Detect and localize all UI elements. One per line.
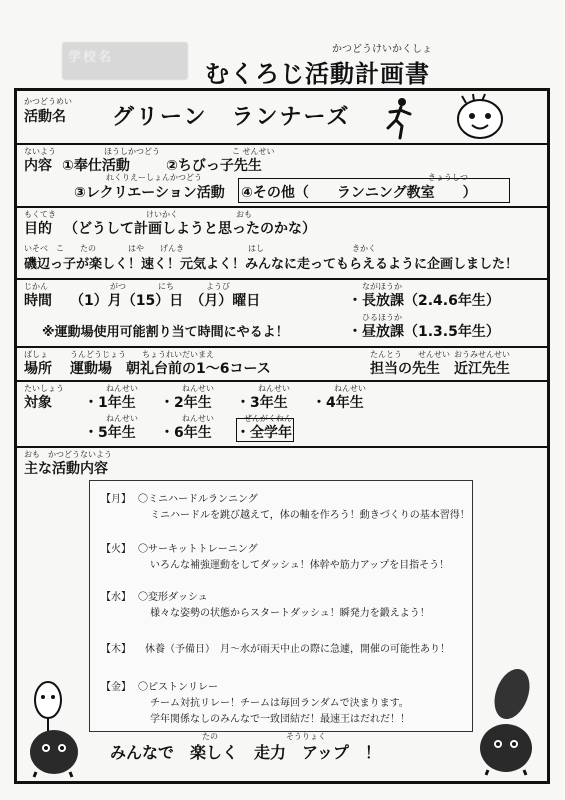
schedule-day: 【金】 [101,682,131,693]
content-option-4: ④その他（ ランニング教室 ） [241,185,477,201]
content-label: 内容 [24,158,52,174]
schedule-title: 〇サーキットトレーニング [138,544,258,555]
teacher-name: 近江先生 [454,361,510,377]
schedule-title: 休養（予備日） 月～水が雨天中止の際に急遽，開催の可能性あり！ [145,644,450,655]
mascot-face-icon [452,92,508,142]
teacher-name-ruby: おうみせんせい [454,350,510,359]
content-label-ruby: ないよう [24,147,56,156]
grade-option: ・2年生 [160,395,212,411]
place-value: 運動場 朝礼台前の1～6コース [70,361,271,377]
main-activities-label: 主な活動内容 [24,461,108,477]
activity-label-ruby: かつどうめい [24,97,72,106]
schedule-day: 【木】 [101,644,131,655]
purpose-label: 目的 [24,221,52,237]
mascot-right-icon [472,664,542,776]
content-opt4-ruby: きょうしつ [428,173,468,182]
schedule-day: 【火】 [101,544,131,555]
place-value-ruby: うんどうじょう ちょうれいだいまえ [70,350,214,359]
grade-option: ・3年生 [236,395,288,411]
mascot-left-icon [22,678,86,778]
content-option-1: ①奉仕活動 [62,158,130,174]
schedule-desc: ミニハードルを跳び越えて，体の軸を作ろう！動きづくりの基本習得！ [150,510,470,521]
target-label-ruby: たいしょう [24,384,64,393]
noon-slot: ・昼放課（1.3.5年生） [348,324,500,340]
schedule-desc: いろんな補強運動をしてダッシュ！体幹や筋力アップを目指そう！ [150,560,450,571]
purpose-question-ruby-2: おも [236,210,252,219]
grade-ruby: ねんせい [106,384,138,393]
content-option-2: ②ちびっ子先生 [166,158,262,174]
purpose-answer-ruby: いそべ こ たの はや げんき はし きかく [24,244,376,253]
title-ruby: かつどうけいかくしょ [332,44,432,55]
all-grades-ruby: ぜんがくねん [244,414,292,423]
content-opt1-ruby: ほうしかつどう [104,147,160,156]
activity-label: 活動名 [24,109,66,125]
grade-option: ・1年生 [84,395,136,411]
content-option-3: ③レクリエーション活動 [74,185,225,201]
grade-ruby: ねんせい [334,384,366,393]
page-title: むくろじ活動計画書 [205,60,430,88]
purpose-answer: 磯辺っ子が楽しく！速く！元気よく！みんなに走ってもらえるように企画しました！ [24,257,519,272]
grade-ruby: ねんせい [106,414,138,423]
school-stamp: 学校名 [62,42,188,80]
row-divider [14,143,550,145]
schedule-title: 〇変形ダッシュ [138,592,208,603]
grade-ruby: ねんせい [182,414,214,423]
grade-option: ・5年生 [84,425,136,441]
time-label-ruby: じかん [24,282,48,291]
place-label-ruby: ばしょ [24,350,48,359]
row-divider [14,446,550,448]
target-label: 対象 [24,395,52,411]
grade-option: ・6年生 [160,425,212,441]
schedule-day: 【月】 [101,494,131,505]
place-label: 場所 [24,361,52,377]
time-label: 時間 [24,293,52,309]
content-opt2-ruby: こ せんせい [232,147,275,156]
row-divider [14,206,550,208]
schedule-title: 〇ミニハードルランニング [138,494,258,505]
purpose-question: （どうして計画しようと思ったのかな） [64,221,316,237]
time-note: ※運動場使用可能割り当て時間にやるよ！ [42,325,289,340]
time-value-ruby: がつ にち ようび [110,282,230,291]
purpose-question-ruby-1: けいかく [146,210,178,219]
runner-figure-icon [380,96,418,140]
footer-slogan: みんなで 楽しく 走力 アップ ！ [110,743,381,762]
schedule-desc: 様々な姿勢の状態からスタートダッシュ！瞬発力を鍛えよう！ [150,608,430,619]
row-divider [14,380,550,382]
footer-ruby-2: そうりょく [286,732,326,741]
after-school-ruby: ながほうか [362,282,402,291]
footer-ruby-1: たの [202,732,218,741]
after-school-slot: ・長放課（2.4.6年生） [348,293,500,309]
purpose-label-ruby: もくてき [24,210,56,219]
content-opt3-ruby: れくりえーしょんかつどう [106,173,202,182]
time-value: （1）月（15）日 （月）曜日 [70,293,261,309]
schedule-day: 【水】 [101,592,131,603]
teacher-label-ruby: たんとう せんせい [370,350,450,359]
grade-ruby: ねんせい [182,384,214,393]
grade-option-selected: ・全学年 [236,425,292,441]
schedule-desc: 学年関係なしのみんなで一致団結だ！最速王はだれだ！！ [150,714,410,725]
schedule-title: 〇ピストンリレー [138,682,218,693]
schedule-desc: チーム対抗リレー！チームは毎回ランダムで決まります。 [150,698,409,709]
row-divider [14,278,550,280]
activity-name: グリーン ランナーズ [112,105,351,130]
row-divider [14,346,550,348]
grade-ruby: ねんせい [258,384,290,393]
grade-option: ・4年生 [312,395,364,411]
teacher-label: 担当の先生 [370,361,440,377]
noon-ruby: ひるほうか [362,313,402,322]
main-activities-ruby: おも かつどうないよう [24,450,112,459]
